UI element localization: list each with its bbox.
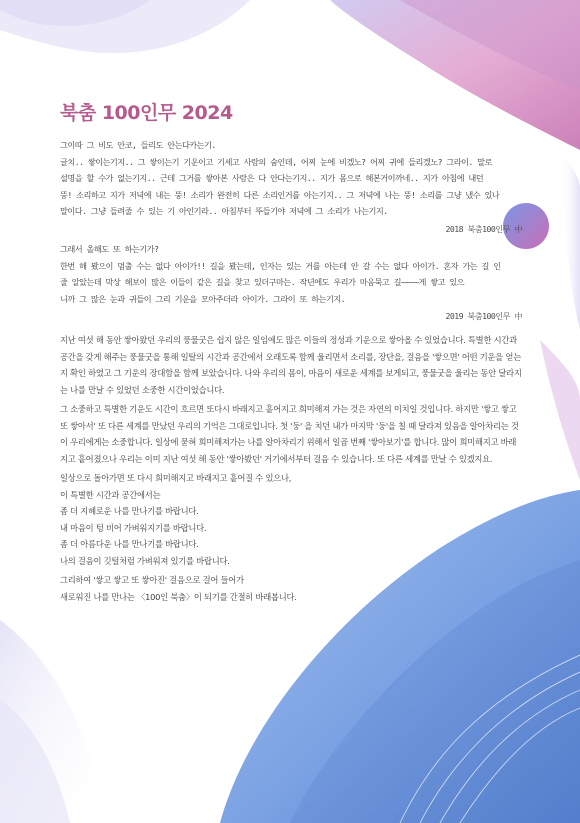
quote-line: 말이다. 그냥 들려줄 수 있는 기 아인기라.. 아침부터 뚜들기야 저녁에 그 소리가 나는기지.: [60, 206, 388, 216]
quote-line: 그래서 올해도 또 하는기가?: [60, 244, 159, 254]
paragraph-3: [60, 470, 522, 569]
paragraph-line: 일상으로 돌아가면 또 다시 희미해지고 바래지고 흩어질 수 있으나,: [60, 473, 292, 483]
paragraph-line: 새로워진 나를 만나는 〈100인 북춤〉이 되기를 간절히 바래봅니다.: [60, 591, 297, 602]
paragraph-line: 그리하여 '쌓고 쌓고 또 쌓아진' 걸음으로 걸어 들어가: [60, 575, 244, 585]
paragraph-1: 지난 여섯 해 동안 쌓아왔던 우리의 풍물굿은 쉽지 않은 일임에도 많은 이들의 정성과 기운으로 쌓아올 수 있었습니다. 특별한 시간과 공간을 갖게 해주는 풍물굿을 통해 일탈의 시간과 공간에서 오래도록 함께 울리면서 소리를, 장단을, 걸음을 '쌓으면' 어떤 기운을 얻는지 확인 하였고 그 기운의 장대함을 함께 보았습니다. 나와 우리의 몸이, 마음이 새로운 세계를 보게되고, 풍물굿을 울리는 동안 달라지는 나를 만날 수 있었던 소중한 시간이었습니다.: [60, 335, 522, 395]
paragraph-line: 좀 더 아름다운 나를 만나기를 바랍니다.: [60, 539, 199, 549]
quote-line: 뚱! 소리하고 지가 저녁에 내는 뚱! 소리가 완전히 다른 소리인거를 아는기지.. 그 저녁에 나는 뚱! 소리를 그냥 냈수 있나: [60, 189, 500, 200]
paragraph-2: 그 소중하고 특별한 기운도 시간이 흐르면 또다시 바래지고 흩어지고 희미해져 가는 것은 자연의 이치일 것입니다. 하지만 '쌓고 쌓고 또 쌓아서' 또 다른 세계를 만났던 우리의 기억은 그대로입니다. 첫 '둥' 을 치던 내가 마지막 '둥'을 칠 때 달라져 있음을 알아차리는 것이 우리에게는 소중합니다. 일상에 묻혀 희미해져가는 나를 알아차리기 위해서 일곱 번째 '쌓아보기'를 합니다. 많이 희미해지고 바래지고 흩어졌으나 우리는 이미 지난 여섯 해 동안 '쌓아봤던' 거기에서부터 걸음 수 있습니다. 또 다른 세계를 만날 수 있겠지요.: [60, 404, 519, 464]
quote-line: 한번 해 봤으이 멈출 수는 없다 아이가!! 길을 봤는데, 인자는 있는 거를 아는데 안 갈 수는 없다 아이가. 혼자 가는 길 인: [60, 260, 501, 271]
quote-credit: 2019 북춤100인무 中: [445, 311, 522, 321]
quote-line: 그이따 그 비도 안코, 들리도 안는다카는기.: [60, 140, 216, 150]
body-text: [60, 332, 522, 605]
paragraph-line: 이 특별한 시간과 공간에서는: [60, 489, 161, 500]
quote-line: 줄 알았는데 막상 해보이 많은 이들이 같은 길을 찾고 있더구마는. 작년에도 우리가 마음묵고 길~~~~게 쌓고 있으: [60, 277, 465, 287]
quote-line: 니까 그 많은 눈과 귀들이 그리 기운을 모아주더라 아이가. 그라이 또 하는기지.: [60, 293, 346, 304]
quote-2019: [60, 241, 522, 325]
quote-credit: 2018 북춤100인무 中: [445, 223, 522, 234]
quote-2018: [60, 137, 522, 237]
paragraph-line: 나의 걸음이 깃털처럼 가벼워져 있기를 바랍니다.: [60, 555, 230, 566]
paragraph-4: [60, 572, 522, 605]
paragraph-line: 좀 더 지혜로운 나를 만나기를 바랍니다.: [60, 506, 199, 516]
page-title: 북춤 100인무 2024: [60, 102, 233, 124]
quote-line: 설명을 할 수가 없는기지.. 근데 그거를 쌓아본 사람은 다 안다는기지.. 지가 몸으로 해본거이까네.. 지가 아침에 내던: [60, 173, 484, 183]
quote-line: 글치.. 쌓이는기지.. 그 쌓이는기 기운이고 기세고 사람의 숨인데, 어찌 눈에 비겠노? 어찌 귀에 들리겠노? 그라이. 말로: [60, 156, 492, 167]
paragraph-line: 내 마음이 텅 비어 가벼워지기를 바랍니다.: [60, 522, 207, 533]
